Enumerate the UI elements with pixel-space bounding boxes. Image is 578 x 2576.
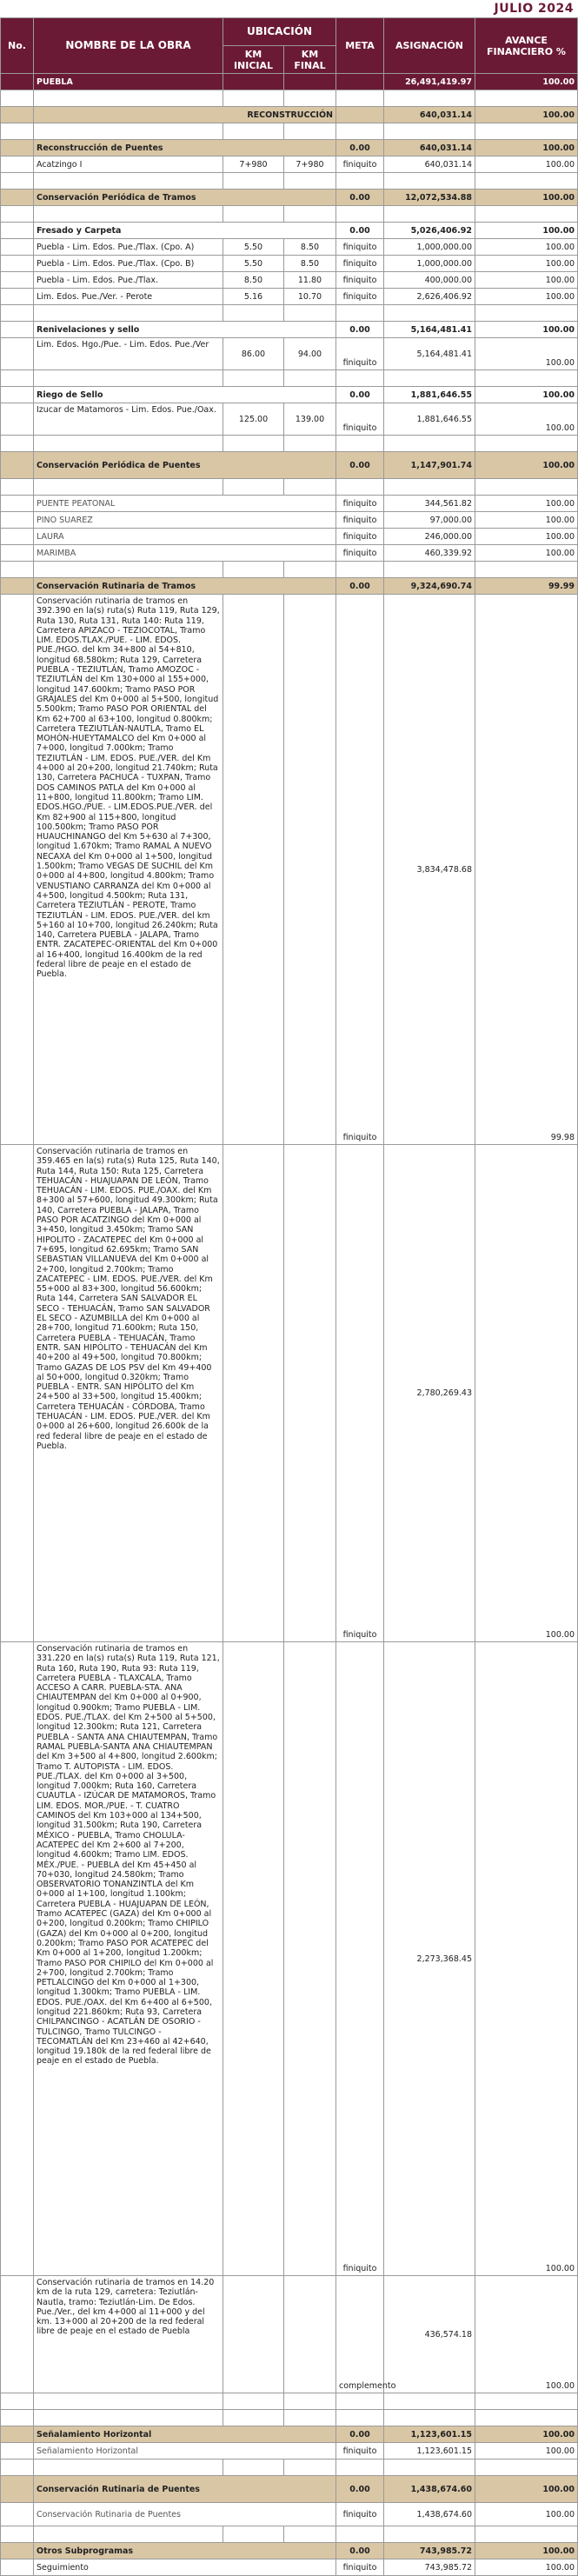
col-asignacion: ASIGNACIÓN <box>384 18 475 74</box>
table-row: Puebla - Lim. Edos. Pue./Tlax. (Cpo. A) 5.50 8.50 finiquito 1,000,000.00 100.00 <box>1 239 578 256</box>
table-row: PUENTE PEATONAL finiquito 344,561.82 100.00 <box>1 496 578 512</box>
subprogram-row-senalamiento: Señalamiento Horizontal 0.00 1,123,601.15 100.00 <box>1 2426 578 2443</box>
col-no: No. <box>1 18 34 74</box>
table-row: Lim. Edos. Hgo./Pue. - Lim. Edos. Pue./Ver 86.00 94.00 finiquito 5,164,481.41 100.00 <box>1 338 578 370</box>
table-row: Señalamiento Horizontal finiquito 1,123,601.15 100.00 <box>1 2443 578 2460</box>
obras-table <box>0 17 578 2576</box>
table-row: Conservación rutinaria de tramos en 392.390 en la(s) ruta(s) Ruta 119, Ruta 129, Ruta 130, Ruta 131, Ruta 140: Ruta 119, Carretera APIZACO - TEZIOCOTAL, Tramo LIM. EDOS.TLAX./PUE. - LIM. EDOS. PUE./HGO. del km 34+800 al 54+810, longitud 68.580km; Ruta 129, Carretera PUEBLA - TEZIUTLÁN, Tramo AMOZOC - TEZIUTLÁN del Km 130+000 al 155+000, longitud 147.600km; Tramo PASO POR GRAJALES del Km 0+000 al 5+500, longitud 5.500km; Tramo PASO POR ORIENTAL del Km 62+700 al 63+100, longitud 0.800km; Carretera TEZIUTLÁN-NAUTLA, Tramo EL MOHÓN-HUEYTAMALCO del Km 0+000 al 7+000, longitud 7.000km; Tramo TEZIUTLÁN - LIM. EDOS. PUE./VER. del Km 4+000 al 20+200, longitud 21.740km; Ruta 130, Carretera PACHUCA - TUXPAN, Tramo DOS CAMINOS PATLA del Km 0+000 al 11+800, longitud 11.800km; Tramo LIM. EDOS.HGO./PUE. - LIM.EDOS.PUE./VER. del Km 82+900 al 115+800, longitud 100.500km; Tramo PASO POR HUAUCHINANGO del Km 5+630 al 7+300, longitud 1.670km; Tramo RAMAL A NUEVO NECAXA del Km 0+000 al 1+500, longitud 1.500km; Tramo VEGAS DE SUCHIL del Km 0+000 al 4+800, longitud 4.800km; Tramo VENUSTIANO CARRANZA del Km 0+000 al 4+500, longitud 4.500km; Ruta 131, Carretera TEZIUTLÁN - PEROTE, Tramo TEZIUTLÁN - LIM. EDOS. PUE./VER. del km 5+160 al 10+700, longitud 26.240km; Ruta 140, Carretera PUEBLA - JALAPA, Tramo ENTR. ZACATEPEC-ORIENTAL del Km 0+000 al 16+400, longitud 16.400km de la red federal libre de peaje en el estado de Puebla. finiquito 3,834,478.68 99.98 <box>1 595 578 1145</box>
table-row: Puebla - Lim. Edos. Pue./Tlax. 8.50 11.80 finiquito 400,000.00 100.00 <box>1 272 578 289</box>
subprogram-row-crp: Conservación Rutinaria de Puentes 0.00 1,438,674.60 100.00 <box>1 2476 578 2503</box>
table-row: LAURA finiquito 246,000.00 100.00 <box>1 529 578 545</box>
subprogram-row-crt: Conservación Rutinaria de Tramos 0.00 9,324,690.74 99.99 <box>1 578 578 595</box>
subprogram-row-cpp: Conservación Periódica de Puentes 0.00 1,147,901.74 100.00 <box>1 452 578 479</box>
table-row: MARIMBA finiquito 460,339.92 100.00 <box>1 545 578 562</box>
table-row: Izucar de Matamoros - Lim. Edos. Pue./Oax. 125.00 139.00 finiquito 1,881,646.55 100.00 <box>1 403 578 436</box>
table-row: Acatzingo I 7+980 7+980 finiquito 640,031.14 100.00 <box>1 156 578 173</box>
table-row: Conservación rutinaria de tramos en 14.20 km de la ruta 129, carretera: Teziutlán-Nautla, tramo: Teziutlán-Lim. De Edos. Pue./Ver., del km 4+000 al 11+000 y del km. 13+000 al 20+200 de la red federal libre de peaje en el estado de Puebla complemento 436,574.18 100.00 <box>1 2276 578 2393</box>
col-obra: NOMBRE DE LA OBRA <box>34 18 223 74</box>
group-row-fresado: Fresado y Carpeta 0.00 5,026,406.92 100.00 <box>1 223 578 239</box>
table-row: Conservación Rutinaria de Puentes finiquito 1,438,674.60 100.00 <box>1 2503 578 2526</box>
table-row: Seguimiento finiquito 743,985.72 100.00 <box>1 2559 578 2576</box>
state-row <box>1 74 578 90</box>
col-avance: AVANCE FINANCIERO % <box>475 18 578 74</box>
state-avance: 100.00 <box>475 74 578 90</box>
report-period: JULIO 2024 <box>494 2 574 16</box>
table-row: Conservación rutinaria de tramos en 331.220 en la(s) ruta(s) Ruta 119, Ruta 121, Ruta 160, Ruta 190, Ruta 93: Ruta 119, Carretera PUEBLA - TLAXCALA, Tramo ACCESO A CARR. PUEBLA-STA. ANA CHIAUTEMPAN del Km 0+000 al 0+900, longitud 0.900km; Tramo PUEBLA - LIM. EDOS. PUE./TLAX. del Km 2+500 al 5+500, longitud 12.300km; Ruta 121, Carretera PUEBLA - SANTA ANA CHIAUTEMPAN, Tramo RAMAL PUEBLA-SANTA ANA CHIAUTEMPAN del Km 3+500 al 4+800, longitud 2.600km; Tramo T. AUTOPISTA - LIM. EDOS. PUE./TLAX. del Km 0+000 al 3+500, longitud 7.000km; Ruta 160, Carretera CUAUTLA - IZÚCAR DE MATAMOROS, Tramo LIM. EDOS. MOR./PUE. - T. CUATRO CAMINOS del Km 103+000 al 134+500, longitud 31.500km; Ruta 190, Carretera MÉXICO - PUEBLA, Tramo CHOLULA-ACATEPEC del Km 2+600 al 7+200, longitud 4.600km; Tramo LIM. EDOS. MÉX./PUE. - PUEBLA del Km 45+450 al 70+030, longitud 24.580km; Tramo OBSERVATORIO TONANZINTLA del Km 0+000 al 1+100, longitud 1.100km; Carretera PUEBLA - HUAJUAPAN DE LEÓN, Tramo ACATEPEC (GAZA) del Km 0+000 al 0+200, longitud 0.200km; Tramo CHIPILO (GAZA) del Km 0+000 al 0+200, longitud 0.200km; Tramo PASO POR ACATEPEC del Km 0+000 al 1+200, longitud 1.200km; Tramo PASO POR CHIPILO del Km 0+000 al 2+700, longitud 2.700km; Tramo PETLALCINGO del Km 0+000 al 1+300, longitud 1.300km; Tramo PUEBLA - LIM. EDOS. PUE./OAX. del Km 6+400 al 6+500, longitud 221.860km; Ruta 93, Carretera CHILPANCINGO - ACATLÁN DE OSORIO - TULCINGO, Tramo TULCINGO - TECOMATLÁN del Km 23+460 al 42+640, longitud 19.180k de la red federal libre de peaje en el estado de Puebla. finiquito 2,273,368.45 100.00 <box>1 1642 578 2276</box>
program-label: RECONSTRUCCIÓN <box>34 107 336 123</box>
program-row-reconstruccion: RECONSTRUCCIÓN 640,031.14 100.00 <box>1 107 578 123</box>
col-ubicacion: UBICACIÓN <box>223 18 336 46</box>
subprogram-row-cpt: Conservación Periódica de Tramos 0.00 12,072,534.88 100.00 <box>1 190 578 206</box>
col-meta: META <box>336 18 384 74</box>
table-row: Lim. Edos. Pue./Ver. - Perote 5.16 10.70 finiquito 2,626,406.92 100.00 <box>1 289 578 305</box>
state-asignacion: 26,491,419.97 <box>384 74 475 90</box>
subprogram-row-otros: Otros Subprogramas 0.00 743,985.72 100.00 <box>1 2543 578 2559</box>
group-row-renivelaciones: Renivelaciones y sello 0.00 5,164,481.41 100.00 <box>1 322 578 338</box>
subprogram-row-rec-puentes: Reconstrucción de Puentes 0.00 640,031.14 100.00 <box>1 140 578 156</box>
group-row-riego: Riego de Sello 0.00 1,881,646.55 100.00 <box>1 387 578 403</box>
table-header <box>1 18 578 74</box>
table-row: PINO SUAREZ finiquito 97,000.00 100.00 <box>1 512 578 529</box>
col-km-final: KM FINAL <box>284 46 336 74</box>
state-name: PUEBLA <box>34 74 223 90</box>
table-row: Conservación rutinaria de tramos en 359.465 en la(s) ruta(s) Ruta 125, Ruta 140, Ruta 144, Ruta 150: Ruta 125, Carretera TEHUACÁN - HUAJUAPAN DE LEÓN, Tramo TEHUACÁN - LIM. EDOS. PUE./OAX. del Km 8+300 al 57+600, longitud 49.300km; Ruta 140, Carretera PUEBLA - JALAPA, Tramo PASO POR ACATZINGO del Km 0+000 al 3+450, longitud 3.450km; Tramo SAN HIPOLITO - ZACATEPEC del Km 0+000 al 7+695, longitud 62.695km; Tramo SAN SEBASTIAN VILLANUEVA del Km 0+000 al 2+700, longitud 2.700km; Tramo ZACATEPEC - LIM. EDOS. PUE./VER. del Km 55+000 al 83+300, longitud 56.600km; Ruta 144, Carretera SAN SALVADOR EL SECO - TEHUACÁN, Tramo SAN SALVADOR EL SECO - AZUMBILLA del Km 0+000 al 28+700, longitud 71.600km; Ruta 150, Carretera PUEBLA - TEHUACÁN, Tramo ENTR. SAN HIPÓLITO - TEHUACÁN del Km 40+200 al 49+500, longitud 70.800km; Tramo GAZAS DE LOS PSV del Km 49+400 al 50+000, longitud 0.320km; Tramo PUEBLA - ENTR. SAN HIPÓLITO del Km 24+500 al 33+500, longitud 15.400km; Carretera TEHUACÁN - CÓRDOBA, Tramo TEHUACÁN - LIM. EDOS. PUE./VER. del Km 0+000 al 26+600, longitud 26.600k de la red federal libre de peaje en el estado de Puebla. finiquito 2,780,269.43 100.00 <box>1 1145 578 1642</box>
table-row: Puebla - Lim. Edos. Pue./Tlax. (Cpo. B) 5.50 8.50 finiquito 1,000,000.00 100.00 <box>1 256 578 272</box>
col-km-inicial: KM INICIAL <box>223 46 284 74</box>
